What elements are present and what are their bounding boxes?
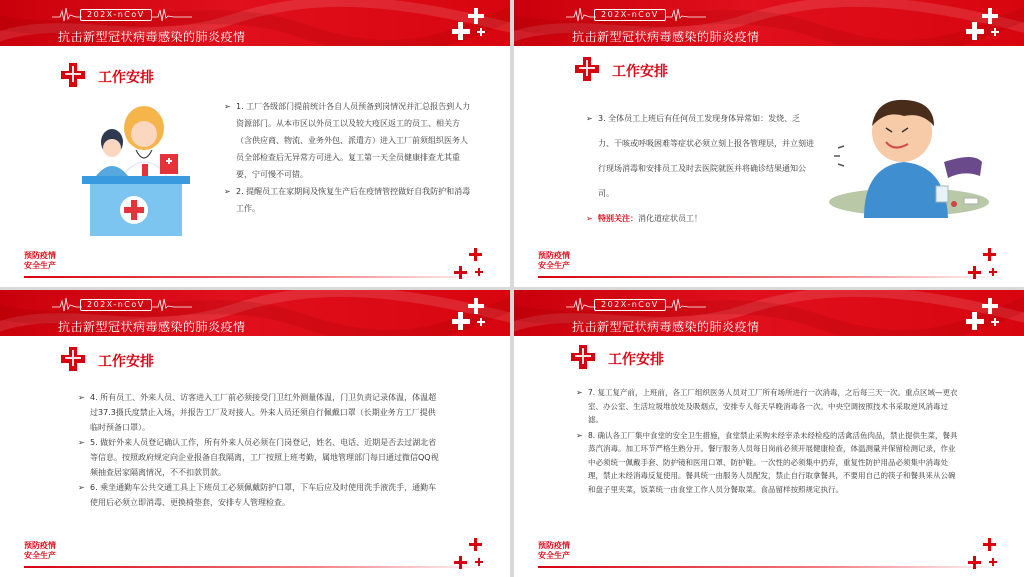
slide-4[interactable] [514,290,1024,577]
footer-line-1: 预防疫情 [538,251,570,260]
footer-line-1: 预防疫情 [538,541,570,550]
medical-cross-icon [60,62,86,88]
plus-decoration-icon [962,536,1002,574]
header-title: 抗击新型冠状病毒感染的肺炎疫情 [572,30,760,44]
sick-boy-illustration-icon [824,92,994,218]
content-list [586,106,814,231]
plus-decoration-icon [452,296,488,330]
list-item: ➢ 7. 复工复产前，上班前，各工厂组织医务人员对工厂所有场所进行一次消毒，之后每三天一次。重点区域—更衣室、办公室、生活垃圾堆放处及吸烟点，安排专人每天早晚消毒各一次。中央空调按照技术书采取逆风消毒过滤。 [576,386,962,427]
footer-divider [24,566,494,568]
slide-header [514,290,1024,336]
slide-3[interactable] [0,290,510,577]
footer-slogan [24,251,56,271]
special-attention-text: 消化道症状员工！ [638,214,702,223]
medical-cross-icon [60,346,86,372]
footer-line-2: 安全生产 [538,551,570,560]
footer-slogan [538,541,570,561]
special-attention-label: 特别关注： [598,214,638,223]
plus-decoration-icon [448,536,488,574]
slide-1[interactable] [0,0,510,287]
plus-decoration-icon [966,296,1002,330]
slide-header [0,0,510,46]
footer-line-2: 安全生产 [538,261,570,270]
header-title: 抗击新型冠状病毒感染的肺炎疫情 [58,30,246,44]
footer-slogan [24,541,56,561]
footer-line-1: 预防疫情 [24,251,56,260]
list-item: ➢ 4. 所有员工、外来人员、访客进入工厂前必须接受门卫红外测量体温，门卫负责记录体温，体温超过37.3摄氏度禁止入场，并报告工厂及对接人。外来人员还须自行佩戴口罩（长期业务方工厂提供临时预备口罩）。 [78,390,442,435]
footer-line-1: 预防疫情 [24,541,56,550]
footer-line-2: 安全生产 [24,551,56,560]
list-item: ➢ 3. 全体员工上班后有任何员工发现身体异常如：发烧、乏力、干咳或呼吸困难等症状必须立刻上报各管理层，并立刻进行现场消毒和安排员工及时去医院就医并将确诊结果通知公司。 [586,106,814,206]
footer-divider [538,566,1008,568]
list-item: ➢ 6. 乘坐通勤车公共交通工具上下班员工必须佩戴防护口罩，下车后应及时使用洗手液洗手，通勤车使用后必须立即消毒、更换椅垫套，安排专人管理检查。 [78,480,442,510]
virus-tag: 202X-nCoV [80,9,152,21]
section-title: 工作安排 [612,64,668,80]
slide-2[interactable] [514,0,1024,287]
virus-tag: 202X-nCoV [594,9,666,21]
nurse-desk-illustration-icon [74,96,198,238]
list-item: ➢ 2. 提醒员工在家期间及恢复生产后在疫情管控做好自我防护和消毒工作。 [224,183,472,217]
special-attention-item [586,206,814,231]
section-title: 工作安排 [98,70,154,86]
list-item: ➢ 8. 确认各工厂集中食堂的安全卫生措施，食堂禁止采购未经宰杀未经检疫的活禽活鱼肉品，禁止提供生菜，餐具蒸汽消毒。加工环节严格生熟分开。餐厅服务人员每日岗前必须开展健康检查，体温测量并保留检测记录，作业中必须统一佩戴手套、防护镜和医用口罩、防护鞋。一次性的必须集中扔弃，重复性防护用品必须集中消毒处理，禁止未经消毒反复使用。餐具统一由服务人员配发，禁止自行取拿餐具，不要用自己的筷子和餐具来从公碗和盘子里夹菜，饭菜统一由食堂工作人员分餐取菜。食品留样按照规定执行。 [576,429,962,497]
footer-divider [538,276,1008,278]
list-item: ➢ 5. 做好外来人员登记确认工作，所有外来人员必须在门岗登记，姓名、电话、近期是否去过湖北省等信息。按照政府规定向企业报备自我隔离，工厂按照上班考勤，属地管理部门每日通过微信QQ视频抽查居家隔离情况，不不扣款罚款。 [78,435,442,480]
list-item: ➢ 1. 工厂各级部门提前统计各自人员预备到岗情况并汇总报告到人力资源部门。从本市区以外员工以及较大疫区返工的员工、相关方（含供应商、物流、业务外包、派遣方）进入工厂前须组织医务人员全部检查后无异常方可进入。复工第一天全员健康排查尤其重要，宁可慢不可错。 [224,98,472,183]
footer-divider [24,276,494,278]
section-title: 工作安排 [608,352,664,368]
slide-header [514,0,1024,46]
virus-tag: 202X-nCoV [80,299,152,311]
medical-cross-icon [574,56,600,82]
content-list [224,98,472,217]
content-list [78,390,442,510]
plus-decoration-icon [962,246,1002,284]
plus-decoration-icon [452,6,488,40]
footer-line-2: 安全生产 [24,261,56,270]
header-title: 抗击新型冠状病毒感染的肺炎疫情 [572,320,760,334]
virus-tag: 202X-nCoV [594,299,666,311]
plus-decoration-icon [448,246,488,284]
header-title: 抗击新型冠状病毒感染的肺炎疫情 [58,320,246,334]
footer-slogan [538,251,570,271]
slide-header [0,290,510,336]
medical-cross-icon [570,344,596,370]
content-list [576,386,962,496]
section-title: 工作安排 [98,354,154,370]
plus-decoration-icon [966,6,1002,40]
